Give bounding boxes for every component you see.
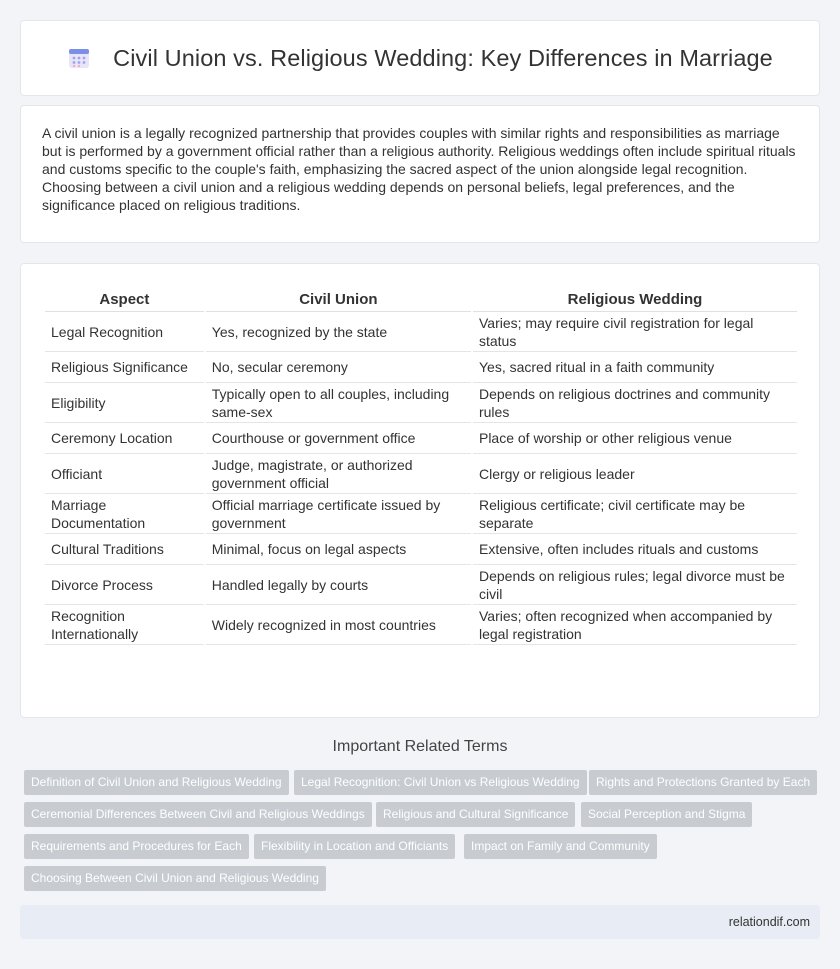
table-row	[45, 605, 797, 645]
header-card	[20, 20, 820, 96]
cell-civil-union: Yes, recognized by the state	[206, 312, 471, 352]
cell-aspect: Divorce Process	[45, 565, 204, 605]
footer-site-link[interactable]: relationdif.com	[728, 915, 810, 929]
intro-text: A civil union is a legally recognized partnership that provides couples with similar rights and responsibilities as marriage but is performed by a government official rather than a religious authority. Religious weddings often include spiritual rituals and customs specific to the couple's faith, emphasizing the sacred aspect of the union alongside legal recognition. Choosing between a civil union and a religious wedding depends on personal beliefs, legal preferences, and the significance placed on religious traditions.	[42, 125, 796, 213]
table-row	[45, 565, 797, 605]
cell-aspect: Cultural Traditions	[45, 534, 204, 565]
cell-aspect: Marriage Documentation	[45, 494, 204, 534]
table-row	[45, 312, 797, 352]
related-tag[interactable]: Legal Recognition: Civil Union vs Religious Wedding	[294, 770, 587, 795]
page-title: Civil Union vs. Religious Wedding: Key Differences in Marriage	[113, 44, 773, 71]
related-tag[interactable]: Definition of Civil Union and Religious Wedding	[24, 770, 289, 795]
cell-aspect: Legal Recognition	[45, 312, 204, 352]
cell-civil-union: Official marriage certificate issued by government	[206, 494, 471, 534]
cell-civil-union: Judge, magistrate, or authorized government official	[206, 454, 471, 494]
comparison-table	[43, 282, 799, 645]
table-row	[45, 534, 797, 565]
related-tag[interactable]: Flexibility in Location and Officiants	[254, 834, 455, 859]
header-civil-union: Civil Union	[206, 282, 471, 312]
cell-civil-union: No, secular ceremony	[206, 352, 471, 383]
table-row	[45, 383, 797, 423]
cell-religious-wedding: Place of worship or other religious venue	[473, 423, 797, 454]
related-terms-title: Important Related Terms	[332, 738, 508, 755]
comparison-table-card	[20, 263, 820, 718]
related-tag[interactable]: Ceremonial Differences Between Civil and Religious Weddings	[24, 802, 372, 827]
related-tag[interactable]: Rights and Protections Granted by Each	[589, 770, 817, 795]
table-row	[45, 494, 797, 534]
cell-religious-wedding: Religious certificate; civil certificate may be separate	[473, 494, 797, 534]
related-tag[interactable]: Requirements and Procedures for Each	[24, 834, 249, 859]
cell-religious-wedding: Extensive, often includes rituals and customs	[473, 534, 797, 565]
header-aspect: Aspect	[45, 282, 204, 312]
cell-civil-union: Handled legally by courts	[206, 565, 471, 605]
header-religious-wedding: Religious Wedding	[473, 282, 797, 312]
cell-civil-union: Typically open to all couples, including same-sex	[206, 383, 471, 423]
table-row	[45, 423, 797, 454]
related-tag[interactable]: Impact on Family and Community	[464, 834, 657, 859]
cell-aspect: Officiant	[45, 454, 204, 494]
cell-religious-wedding: Depends on religious doctrines and community rules	[473, 383, 797, 423]
calendar-icon	[67, 46, 91, 70]
cell-civil-union: Widely recognized in most countries	[206, 605, 471, 645]
cell-aspect: Eligibility	[45, 383, 204, 423]
cell-religious-wedding: Clergy or religious leader	[473, 454, 797, 494]
cell-aspect: Religious Significance	[45, 352, 204, 383]
cell-aspect: Ceremony Location	[45, 423, 204, 454]
related-tag[interactable]: Social Perception and Stigma	[581, 802, 752, 827]
cell-aspect: Recognition Internationally	[45, 605, 204, 645]
related-tag[interactable]: Religious and Cultural Significance	[376, 802, 575, 827]
related-tag[interactable]: Choosing Between Civil Union and Religious Wedding	[24, 866, 326, 891]
footer	[20, 905, 820, 939]
table-row	[45, 454, 797, 494]
intro-card	[20, 105, 820, 243]
table-row	[45, 352, 797, 383]
cell-religious-wedding: Varies; may require civil registration for legal status	[473, 312, 797, 352]
cell-religious-wedding: Depends on religious rules; legal divorce must be civil	[473, 565, 797, 605]
cell-religious-wedding: Varies; often recognized when accompanied by legal registration	[473, 605, 797, 645]
cell-religious-wedding: Yes, sacred ritual in a faith community	[473, 352, 797, 383]
cell-civil-union: Courthouse or government office	[206, 423, 471, 454]
cell-civil-union: Minimal, focus on legal aspects	[206, 534, 471, 565]
table-header-row	[45, 282, 797, 312]
